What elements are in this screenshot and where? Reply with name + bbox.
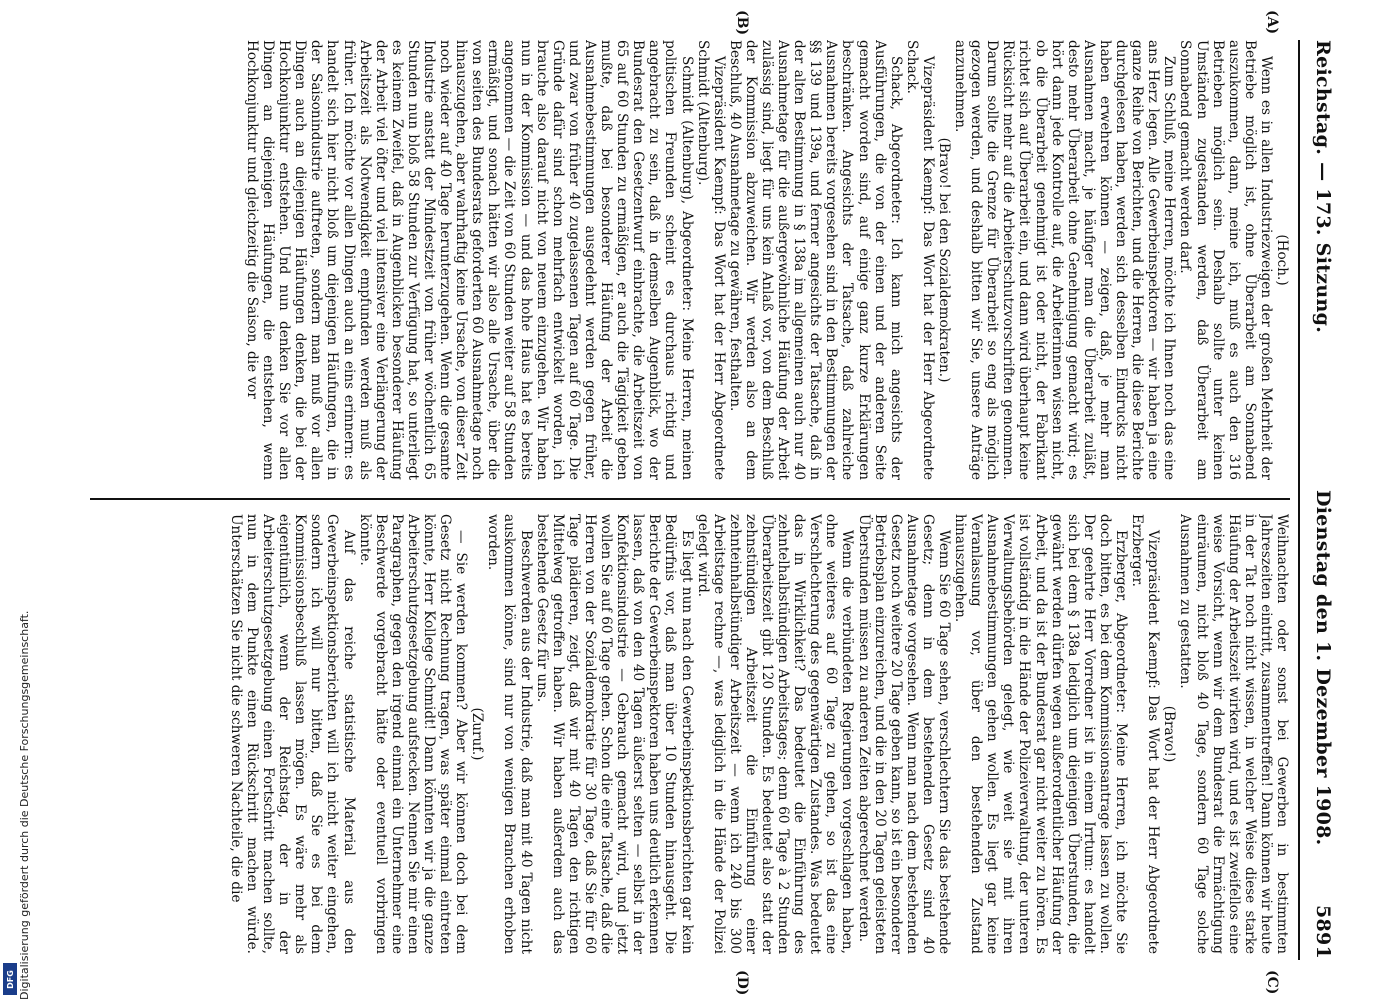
paragraph: Auf das reiche statistische Material aus den Gewerbeinspektionsberichten will ich nicht weiter eingehen, sondern ich will nur bitten, daß Sie es bei dem Kommissionsbeschluß lassen mögen. Es wäre mehr als eigentümlich, wenn der Reichstag, der in der Arbeiterschutzgesetzgebung einen Fortschritt machen sollte, nun in dem Punkte einen Rückschritt machen würde. Unterschätzen Sie nicht die schweren Nachteile, die die [227, 514, 357, 954]
right-column [90, 514, 1290, 954]
paragraph: Wenn es in allen Industriezweigen der großen Mehrheit der Betriebe möglich ist, ohne Überarbeit am Sonnabend auszukommen, dann, meine ich, muß es auch den 316 Betrieben möglich sein. Deshalb sollte unter keinen Umständen zugestanden werden, daß Überarbeit am Sonnabend gemacht werden darf. [1177, 40, 1274, 480]
paragraph: (Bravo! bei den Sozialdemokraten.) [936, 137, 953, 383]
page-header [1304, 40, 1340, 960]
paragraph: Vizepräsident Kaempf: Das Wort hat der Herr Abgeordnete Schmidt (Altenburg). [694, 40, 727, 480]
left-column [90, 40, 1290, 480]
paragraph: Es liegt nun nach den Gewerbeinspektionsberichten gar kein Bedürfnis vor, daß man über 10 Stunden hinausgeht. Die Berichte der Gewerbeinspektoren haben uns deutlich erkennen lassen, daß von den 40 Tagen äußerst selten — selbst in der Konfektionsindustrie — Gebrauch gemacht wird, und jetzt wollen Sie auf 60 Tage gehen. Schon die eine Tatsache, daß die Herren von der Sozialdemokratie für 30 Tage, daß Sie für 60 Tage plädieren, zeigt, daß wir mit 40 Tagen den richtigen Mittelweg getroffen haben. Wir haben außerdem auch das bestehende Gesetz für uns. [533, 514, 695, 954]
digitization-credit: Digitalisierung gefördert durch die Deutsche Forschungsgemeinschaft. [18, 610, 31, 1000]
paragraph: Wenn die verbündeten Regierungen vorgeschlagen haben, ohne weiteres auf 60 Tage zu gehen, so ist das eine Verschlechterung des gegenwärtigen Zustandes. Was bedeutet das in Wirklichkeit? Das bedeutet die Einführung des zehntelhalbstündigen Arbeitstages; denn 60 Tage à 2 Stunden Überarbeitszeit gibt 120 Stunden. Es bedeutet also statt der zehnstündigen Arbeitszeit die Einführung einer zehnteinhalbstündiger Arbeitszeit — wenn ich 240 bis 300 Arbeitstage rechne —, was lediglich in die Hände der Polizei gelegt wird. [694, 514, 856, 954]
paragraph: (Hoch.) [1274, 234, 1290, 286]
paragraph: Vizepräsident Kaempf: Das Wort hat der Herr Abgeordnete Erzberger. [1129, 514, 1162, 954]
margin-mark-c: (C) [1264, 970, 1280, 995]
paragraph: (Zuruf.) [469, 707, 486, 761]
header-left: Reichstag. — 173. Sitzung. [1312, 40, 1334, 334]
margin-mark-a: (A) [1264, 10, 1280, 35]
paragraph: Erzberger, Abgeordneter: Meine Herren, ich möchte Sie doch bitten, es bei dem Kommissionsantrage lassen zu wollen. Der geehrte Herr Vorredner ist in einem Irrtum: es handelt sich bei dem § 138a lediglich um diejenigen Überstunden, die gewährt werden dürfen wegen außerordentlicher Häufung der Arbeit, und da ist der Bundesrat gar nicht weiter zu hören. Es ist vollständig in die Hände der Polizeiverwaltung, der unteren Verwaltungsbehörden gelegt, wie weit sie mit ihren Ausnahmebestimmungen gehen wollen. Es liegt gar keine Veranlassung vor, über den bestehenden Zustand hinauszugehen. [952, 514, 1130, 954]
dfg-logo: DFG [3, 963, 17, 995]
paragraph: Schmidt (Altenburg), Abgeordneter: Meine Herren, meinen politischen Freunden scheint es durchaus richtig und angebracht zu sein, daß in demselben Augenblick, wo der Bundesrat den Gesetzentwurf einbrachte, die Arbeitszeit von 65 auf 60 Stunden zu ermäßigen, er auch die Tägigkeit geben mußte, daß bei besonderer Häufung der Arbeit die Ausnahmebestimmungen ausgedehnt werden gegen früher, und zwar von früher 40 zugelassenen Tagen auf 60 Tage. Die Gründe dafür sind schon mehrfach entwickelt worden, ich brauche also darauf nicht von neuem einzugehen. Wir haben nun in der Kommission — und das hohe Haus hat es bereits angenommen — die Zeit von 60 Stunden weiter auf 58 Stunden ermäßigt, und sonach hätten wir also alle Ursache, über die von seiten des Bundesrats geforderten 60 Ausnahmetage noch hinauszugehen, aber wahrhaftig keine Ursache, von dieser Zeit noch wieder auf 40 Tage herunterzugehen. Wenn die gesamte Industrie anstatt der Mindestzeit von früher wöchentlich 65 Stunden nun bloß 58 Stunden zur Verfügung hat, so unterliegt es keinem Zweifel, daß in Augenblicken besonderer Häufung der Arbeit viel öfter und viel intensiver eine Verlängerung der Arbeitszeit als Notwendigkeit empfunden werden muß als früher. Ich möchte vor allen Dingen auch an eins erinnern: es handelt sich hier nicht bloß um diejenigen Häufungen, die in der Saisonindustrie auftreten, sondern man muß vor allen Dingen auch an diejenigen Häufungen denken, die bei der Hochkonjunktur entstehen. Und nun denken Sie vor allen Dingen an diejenigen Häufungen, die entstehen, wenn Hochkonjunktur und gleichzeitig die Saison, die vor [244, 40, 695, 480]
header-date: Dienstag den 1. Dezember 1908. [1312, 490, 1334, 846]
paragraph: Wenn Sie 60 Tage sehen, verschlechtern Sie das bestehende Gesetz; denn in dem bestehenden Gesetz sind 40 Ausnahmetage vorgesehen. Wenn man nach dem bestehenden Gesetz noch weitere 20 Tage geben kann, so ist ein besonderer Betriebsplan einzureichen, und die in den 20 Tagen geleisteten Überstunden müssen zu anderen Zeiten abgerechnet werden. [855, 514, 953, 954]
paragraph: Weihnachten oder sonst bei Gewerben in bestimmten Jahreszeiten eintritt, zusammentreffen! Dann können wir heute in der Tat noch nicht wissen, in welcher Weise diese starke Häufung der Arbeitszeit wirken wird, und es ist zweifellos eine weise Vorsicht, wenn wir dem Bundesrat die Ermächtigung einräumen, nicht bloß 40 Tage, sondern 60 Tage solche Ausnahmen zu gestatten. [1177, 514, 1290, 954]
paragraph: Vizepräsident Kaempf: Das Wort hat der Herr Abgeordnete Schack. [903, 40, 936, 480]
page-number: 5891 [1312, 905, 1334, 960]
margin-mark-b: (B) [734, 10, 750, 36]
newspaper-page [80, 10, 1340, 996]
column-divider [90, 498, 1290, 500]
paragraph: Zum Schluß, meine Herren, möchte ich Ihnen noch das eine ans Herz legen. Alle Gewerbeinspektoren — wir haben ja eine ganze Reihe von Berichten, und die Herren, die diese Berichte durchgelesen haben, werden sich desselben Eindrucks nicht haben erwehren können — zeigen, daß, je mehr man Ausnahmen macht, je häufiger man die Überarbeit zuläßt, desto mehr Überarbeit ohne Genehmigung gemacht wird; es hört dann jede Kontrolle auf, die Arbeiterinnen wissen nicht, ob die Überarbeit genehmigt ist oder nicht, der Fabrikant richtet sich auf Überarbeit ein, und dann wird überhaupt keine Rücksicht mehr auf die Arbeiterschutzvorschriften genommen. Darum sollte die Grenze für Überarbeit so eng als möglich gezogen werden, und deshalb bitten wir Sie, unsere Anträge anzunehmen. [952, 40, 1178, 480]
paragraph: (Bravo!) [1161, 705, 1178, 763]
margin-mark-d: (D) [734, 970, 750, 996]
header-rule [1298, 40, 1300, 960]
paragraph: — Sie werden kommen? Aber wir können doch bei dem Gesetz nicht Rechnung tragen, was später einmal eintreten könnte, Herr Kollege Schmidt! Dann könnten wir ja die ganze Arbeiterschutzgesetzgebung aufstecken. Nennen Sie mir einen Paragraphen, gegen den irgend einmal ein Unternehmer eine Beschwerde vorgebracht hätte oder eventuell vorbringen könnte. [356, 514, 470, 954]
paragraph: Schack, Abgeordneter: Ich kann mich angesichts der Ausführungen, die von der einen und der anderen Seite gemacht worden sind, auf einige ganz kurze Erklärungen beschränken. Angesichts der Tatsache, daß zahlreiche Ausnahmen bereits vorgesehen sind in den Bestimmungen der §§ 139 und 139a, und ferner angesichts der Tatsache, daß in der alten Bestimmung in § 138a im allgemeinen auch nur 40 Ausnahmetage für die außergewöhnliche Häufung der Arbeit zulässig sind, liegt für uns kein Anlaß vor, von dem Beschluß der Kommission abzuweichen. Wir werden also an dem Beschluß, 40 Ausnahmetage zu gewähren, festhalten. [726, 40, 904, 480]
paragraph: Beschwerden aus der Industrie, daß man mit 40 Tagen nicht auskommen könne, sind nur von wenigen Branchen erhoben worden. [485, 514, 534, 954]
